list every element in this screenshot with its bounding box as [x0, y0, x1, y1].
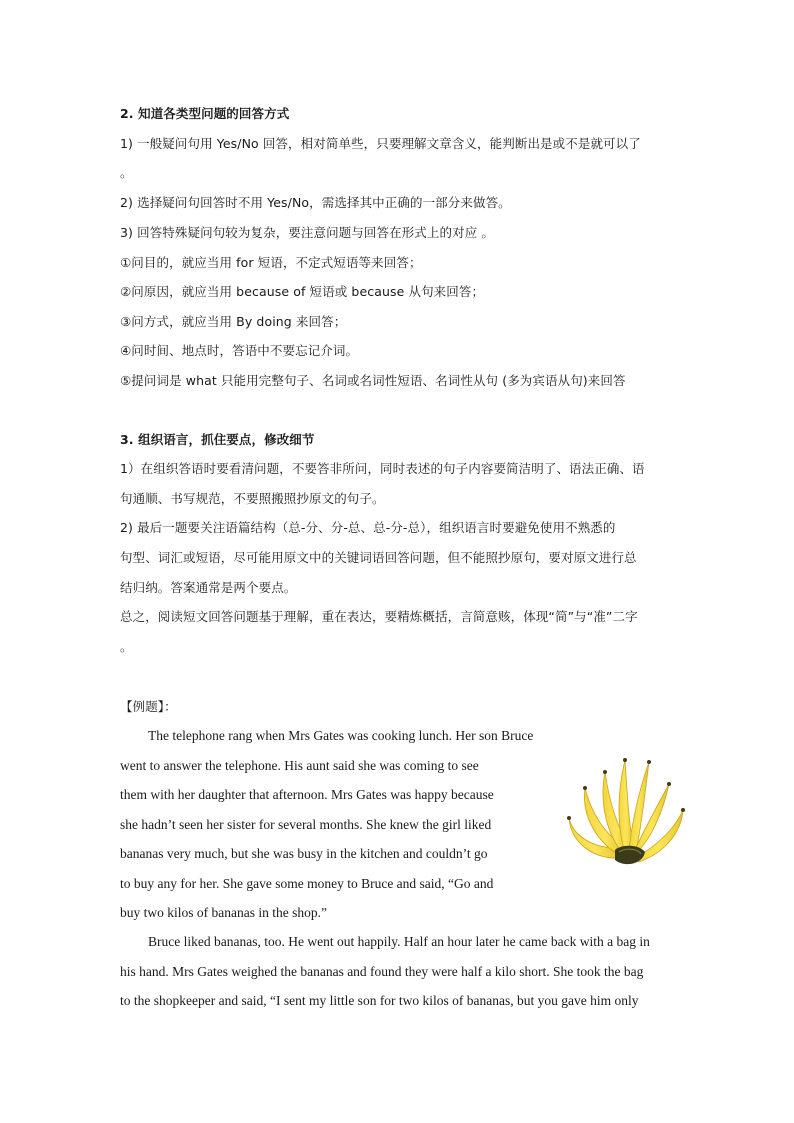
passage-line-4: she hadn’t seen her sister for several months. She knew the girl liked — [120, 817, 492, 832]
section-2-line-3: 2) 选择疑问句回答时不用 Yes/No，需选择其中正确的一部分来做答。 — [120, 195, 511, 210]
section-2-line-1: 1) 一般疑问句用 Yes/No 回答，相对简单些，只要理解文章含义，能判断出是或不是就可以了 — [120, 136, 641, 151]
passage-line-7: buy two kilos of bananas in the shop.” — [120, 905, 327, 920]
passage-line-3: them with her daughter that afternoon. Mrs Gates was happy because — [120, 787, 494, 802]
section-3-line-4: 句型、词汇或短语，尽可能用原文中的关键词语回答问题，但不能照抄原句，要对原文进行总 — [120, 550, 637, 565]
passage-line-5: bananas very much, but she was busy in the kitchen and couldn’t go — [120, 846, 488, 861]
passage-line-1: The telephone rang when Mrs Gates was cooking lunch. Her son Bruce — [148, 728, 534, 743]
passage-line-10: to the shopkeeper and said, “I sent my little son for two kilos of bananas, but you gave him only — [120, 993, 639, 1008]
section-2-line-4: 3) 回答特殊疑问句较为复杂，要注意问题与回答在形式上的对应 。 — [120, 225, 494, 240]
section-2-line-2: 。 — [120, 165, 133, 180]
banana-image — [565, 748, 687, 884]
section-2-line-7: ③问方式，就应当用 By doing 来回答； — [120, 314, 347, 329]
passage-line-9: his hand. Mrs Gates weighed the bananas and found they were half a kilo short. She took the bag — [120, 964, 644, 979]
section-2-heading: 2. 知道各类型问题的回答方式 — [120, 106, 290, 121]
section-2-line-8: ④问时间、地点时，答语中不要忘记介词。 — [120, 343, 359, 358]
section-3-line-2: 句通顺、书写规范，不要照搬照抄原文的句子。 — [120, 491, 385, 506]
section-2-line-9: ⑤提问词是 what 只能用完整句子、名词或名词性短语、名词性从句 (多为宾语从句)来回答 — [120, 373, 626, 388]
section-3-line-1: 1）在组织答语时要看清问题，不要答非所问，同时表述的句子内容要简洁明了、语法正确、语 — [120, 461, 645, 476]
section-3-line-7: 。 — [120, 639, 133, 654]
section-2-line-5: ①问目的，就应当用 for 短语，不定式短语等来回答； — [120, 255, 422, 270]
banana-bunch-illustration — [565, 748, 687, 884]
section-2-line-6: ②问原因，就应当用 because of 短语或 because 从句来回答； — [120, 284, 485, 299]
passage-line-2: went to answer the telephone. His aunt said she was coming to see — [120, 758, 479, 773]
passage-line-8: Bruce liked bananas, too. He went out happily. Half an hour later he came back with a bag in — [148, 934, 650, 949]
example-label: 【例题】： — [120, 699, 177, 714]
section-3-line-6: 总之，阅读短文回答问题基于理解，重在表达，要精炼概括，言简意赅，体现“简”与“准”二字 — [120, 609, 638, 624]
section-3-heading: 3. 组织语言，抓住要点，修改细节 — [120, 432, 315, 447]
section-3-line-3: 2) 最后一题要关注语篇结构（总-分、分-总、总-分-总），组织语言时要避免使用不熟悉的 — [120, 520, 616, 535]
section-3-line-5: 结归纳。答案通常是两个要点。 — [120, 580, 297, 595]
passage-line-6: to buy any for her. She gave some money to Bruce and said, “Go and — [120, 876, 494, 891]
